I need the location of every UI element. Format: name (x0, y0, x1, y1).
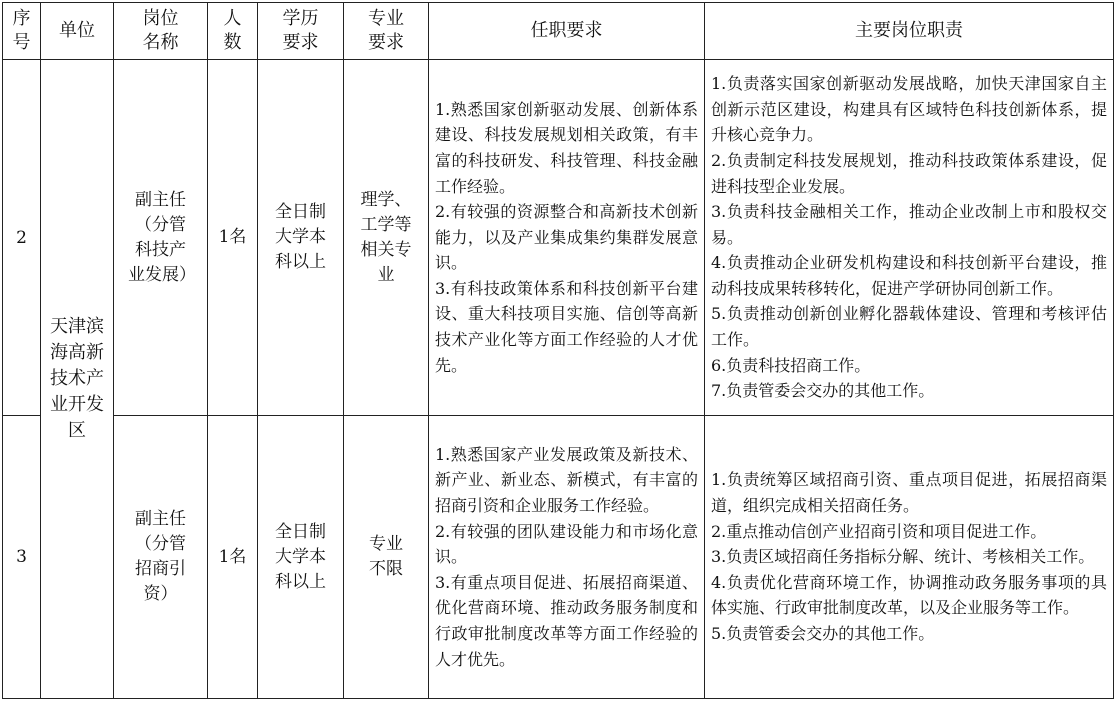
job-duties (705, 416, 1114, 699)
major-requirement: 理学、工学等相关专业 (344, 60, 429, 416)
duty-item: 6.负责科技招商工作。 (711, 355, 871, 375)
requirement-item: 2.有较强的资源整合和高新技术创新能力，以及产业集成集约集群发展意识。 (435, 202, 698, 273)
duty-item: 5.负责管委会交办的其他工作。 (711, 623, 935, 643)
duty-item: 4.负责推动企业研发机构建设和科技创新平台建设，推动科技成果转移转化，促进产学研协同创新工作。 (711, 253, 1107, 298)
header-count: 人数 (208, 3, 258, 60)
header-education: 学历要求 (258, 3, 344, 60)
recruitment-table (2, 2, 1114, 699)
header-major: 专业要求 (344, 3, 429, 60)
header-duties: 主要岗位职责 (705, 3, 1114, 60)
major-requirement: 专业不限 (344, 416, 429, 699)
requirement-item: 2.有较强的团队建设能力和市场化意识。 (435, 521, 698, 567)
header-position: 岗位名称 (114, 3, 208, 60)
header-unit: 单位 (41, 3, 114, 60)
position-title: 副主任（分管科技产业发展） (114, 60, 208, 416)
table-row (3, 416, 1114, 699)
header-requirements: 任职要求 (429, 3, 705, 60)
requirement-item: 3.有科技政策体系和科技创新平台建设、重大科技项目实施、信创等高新技术产业化等方面工作经验的人才优先。 (435, 278, 698, 375)
duty-item: 3.负责区域招商任务指标分解、统计、考核相关工作。 (711, 547, 1095, 567)
duty-item: 4.负责优化营商环境工作，协调推动政务服务事项的具体实施、行政审批制度改革，以及企业服务等工作。 (711, 572, 1107, 618)
row-seq: 3 (3, 416, 41, 699)
headcount: 1名 (208, 416, 258, 699)
education-requirement: 全日制大学本科以上 (258, 416, 344, 699)
requirement-item: 3.有重点项目促进、拓展招商渠道、优化营商环境、推动政务服务制度和行政审批制度改革等方面工作经验的人才优先。 (435, 572, 698, 669)
education-requirement: 全日制大学本科以上 (258, 60, 344, 416)
row-seq: 2 (3, 60, 41, 416)
table-row (3, 60, 1114, 416)
job-requirements (429, 416, 705, 699)
duty-item: 1.负责落实国家创新驱动发展战略，加快天津国家自主创新示范区建设，构建具有区域特色科技创新体系，提升核心竞争力。 (711, 74, 1107, 145)
position-title: 副主任（分管招商引资） (114, 416, 208, 699)
requirement-item: 1.熟悉国家产业发展政策及新技术、新产业、新业态、新模式，有丰富的招商引资和企业服务工作经验。 (435, 444, 698, 516)
headcount: 1名 (208, 60, 258, 416)
duty-item: 3.负责科技金融相关工作，推动企业改制上市和股权交易。 (711, 202, 1107, 247)
unit-name: 天津滨海高新技术产业开发区 (41, 60, 114, 699)
header-seq: 序号 (3, 3, 41, 60)
requirement-item: 1.熟悉国家创新驱动发展、创新体系建设、科技发展规划相关政策，有丰富的科技研发、科技管理、科技金融工作经验。 (435, 99, 698, 196)
duty-item: 5.负责推动创新创业孵化器载体建设、管理和考核评估工作。 (711, 304, 1107, 350)
duty-item: 7.负责管委会交办的其他工作。 (711, 381, 935, 401)
job-duties (705, 60, 1114, 416)
duty-item: 2.重点推动信创产业招商引资和项目促进工作。 (711, 521, 1047, 541)
job-requirements (429, 60, 705, 416)
header-row (3, 3, 1114, 60)
duty-item: 1.负责统筹区域招商引资、重点项目促进，拓展招商渠道，组织完成相关招商任务。 (711, 470, 1107, 516)
duty-item: 2.负责制定科技发展规划，推动科技政策体系建设，促进科技型企业发展。 (711, 150, 1107, 196)
